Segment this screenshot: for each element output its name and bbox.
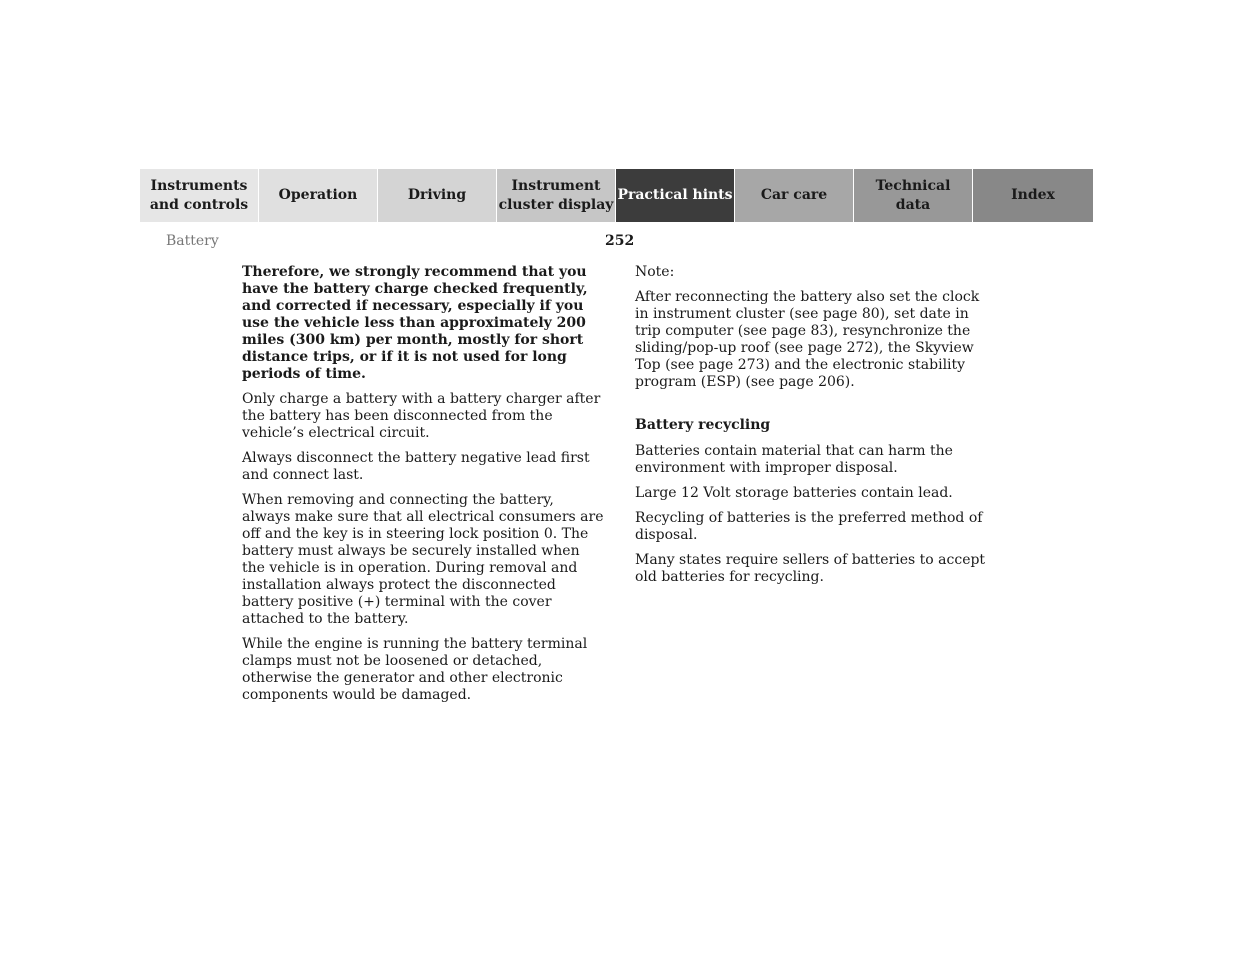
tab-label: Car care bbox=[760, 187, 828, 203]
tab-operation[interactable] bbox=[259, 169, 378, 222]
tab-label: Driving bbox=[407, 187, 467, 203]
chapter-nav bbox=[140, 169, 1095, 222]
recycling-heading: Battery recycling bbox=[635, 417, 771, 433]
note-text: After reconnecting the battery also set the clock in instrument cluster (see page 80), set date in trip computer (see page 83), resynchronize the sliding/pop-up roof (see page 272), the Skyview Top (see page 273) and the electronic stability program (ESP) (see page 206). bbox=[635, 289, 980, 390]
page-number: 252 bbox=[605, 233, 635, 249]
tab-car-care[interactable] bbox=[735, 169, 854, 222]
tab-practical-hints[interactable] bbox=[616, 169, 735, 222]
tab-instrument-cluster-display[interactable] bbox=[497, 169, 616, 222]
battery-warning-paragraph: Therefore, we strongly recommend that you have the battery charge checked frequently, and corrected if necessary, especially if you use the vehicle less than approximately 200 miles (300 km) per month, mostly for short distance trips, or if it is not used for long periods of time. bbox=[242, 264, 588, 382]
right-column bbox=[635, 264, 997, 594]
tab-driving[interactable] bbox=[378, 169, 497, 222]
paragraph: Recycling of batteries is the preferred method of disposal. bbox=[635, 510, 983, 543]
paragraph: Large 12 Volt storage batteries contain lead. bbox=[635, 485, 953, 501]
tab-label: Operation bbox=[278, 187, 358, 203]
paragraph: While the engine is running the battery terminal clamps must not be loosened or detached, otherwise the generator and other electronic components would be damaged. bbox=[242, 636, 588, 703]
section-title: Battery bbox=[166, 233, 219, 249]
note-label: Note: bbox=[635, 264, 675, 280]
tab-label: Index bbox=[1011, 187, 1055, 203]
tab-label: Instruments and controls bbox=[149, 177, 249, 213]
tab-label: Instrument cluster display bbox=[498, 177, 614, 213]
tab-label: Technical data bbox=[875, 177, 951, 213]
paragraph: Batteries contain material that can harm the environment with improper disposal. bbox=[635, 443, 953, 476]
tab-technical-data[interactable] bbox=[854, 169, 973, 222]
paragraph: Many states require sellers of batteries to accept old batteries for recycling. bbox=[635, 552, 986, 585]
tab-label: Practical hints bbox=[617, 187, 733, 203]
left-column bbox=[242, 264, 604, 712]
paragraph: When removing and connecting the battery, always make sure that all electrical consumers are off and the key is in steering lock position 0. The battery must always be securely installed when the vehicle is in operation. During removal and installation always protect the disconnected battery positive (+) terminal with the cover attached to the battery. bbox=[242, 492, 604, 627]
tab-index[interactable] bbox=[973, 169, 1093, 222]
tab-instruments-and-controls[interactable] bbox=[140, 169, 259, 222]
paragraph: Only charge a battery with a battery charger after the battery has been disconnected from the vehicle’s electrical circuit. bbox=[242, 391, 601, 441]
paragraph: Always disconnect the battery negative lead first and connect last. bbox=[242, 450, 590, 483]
